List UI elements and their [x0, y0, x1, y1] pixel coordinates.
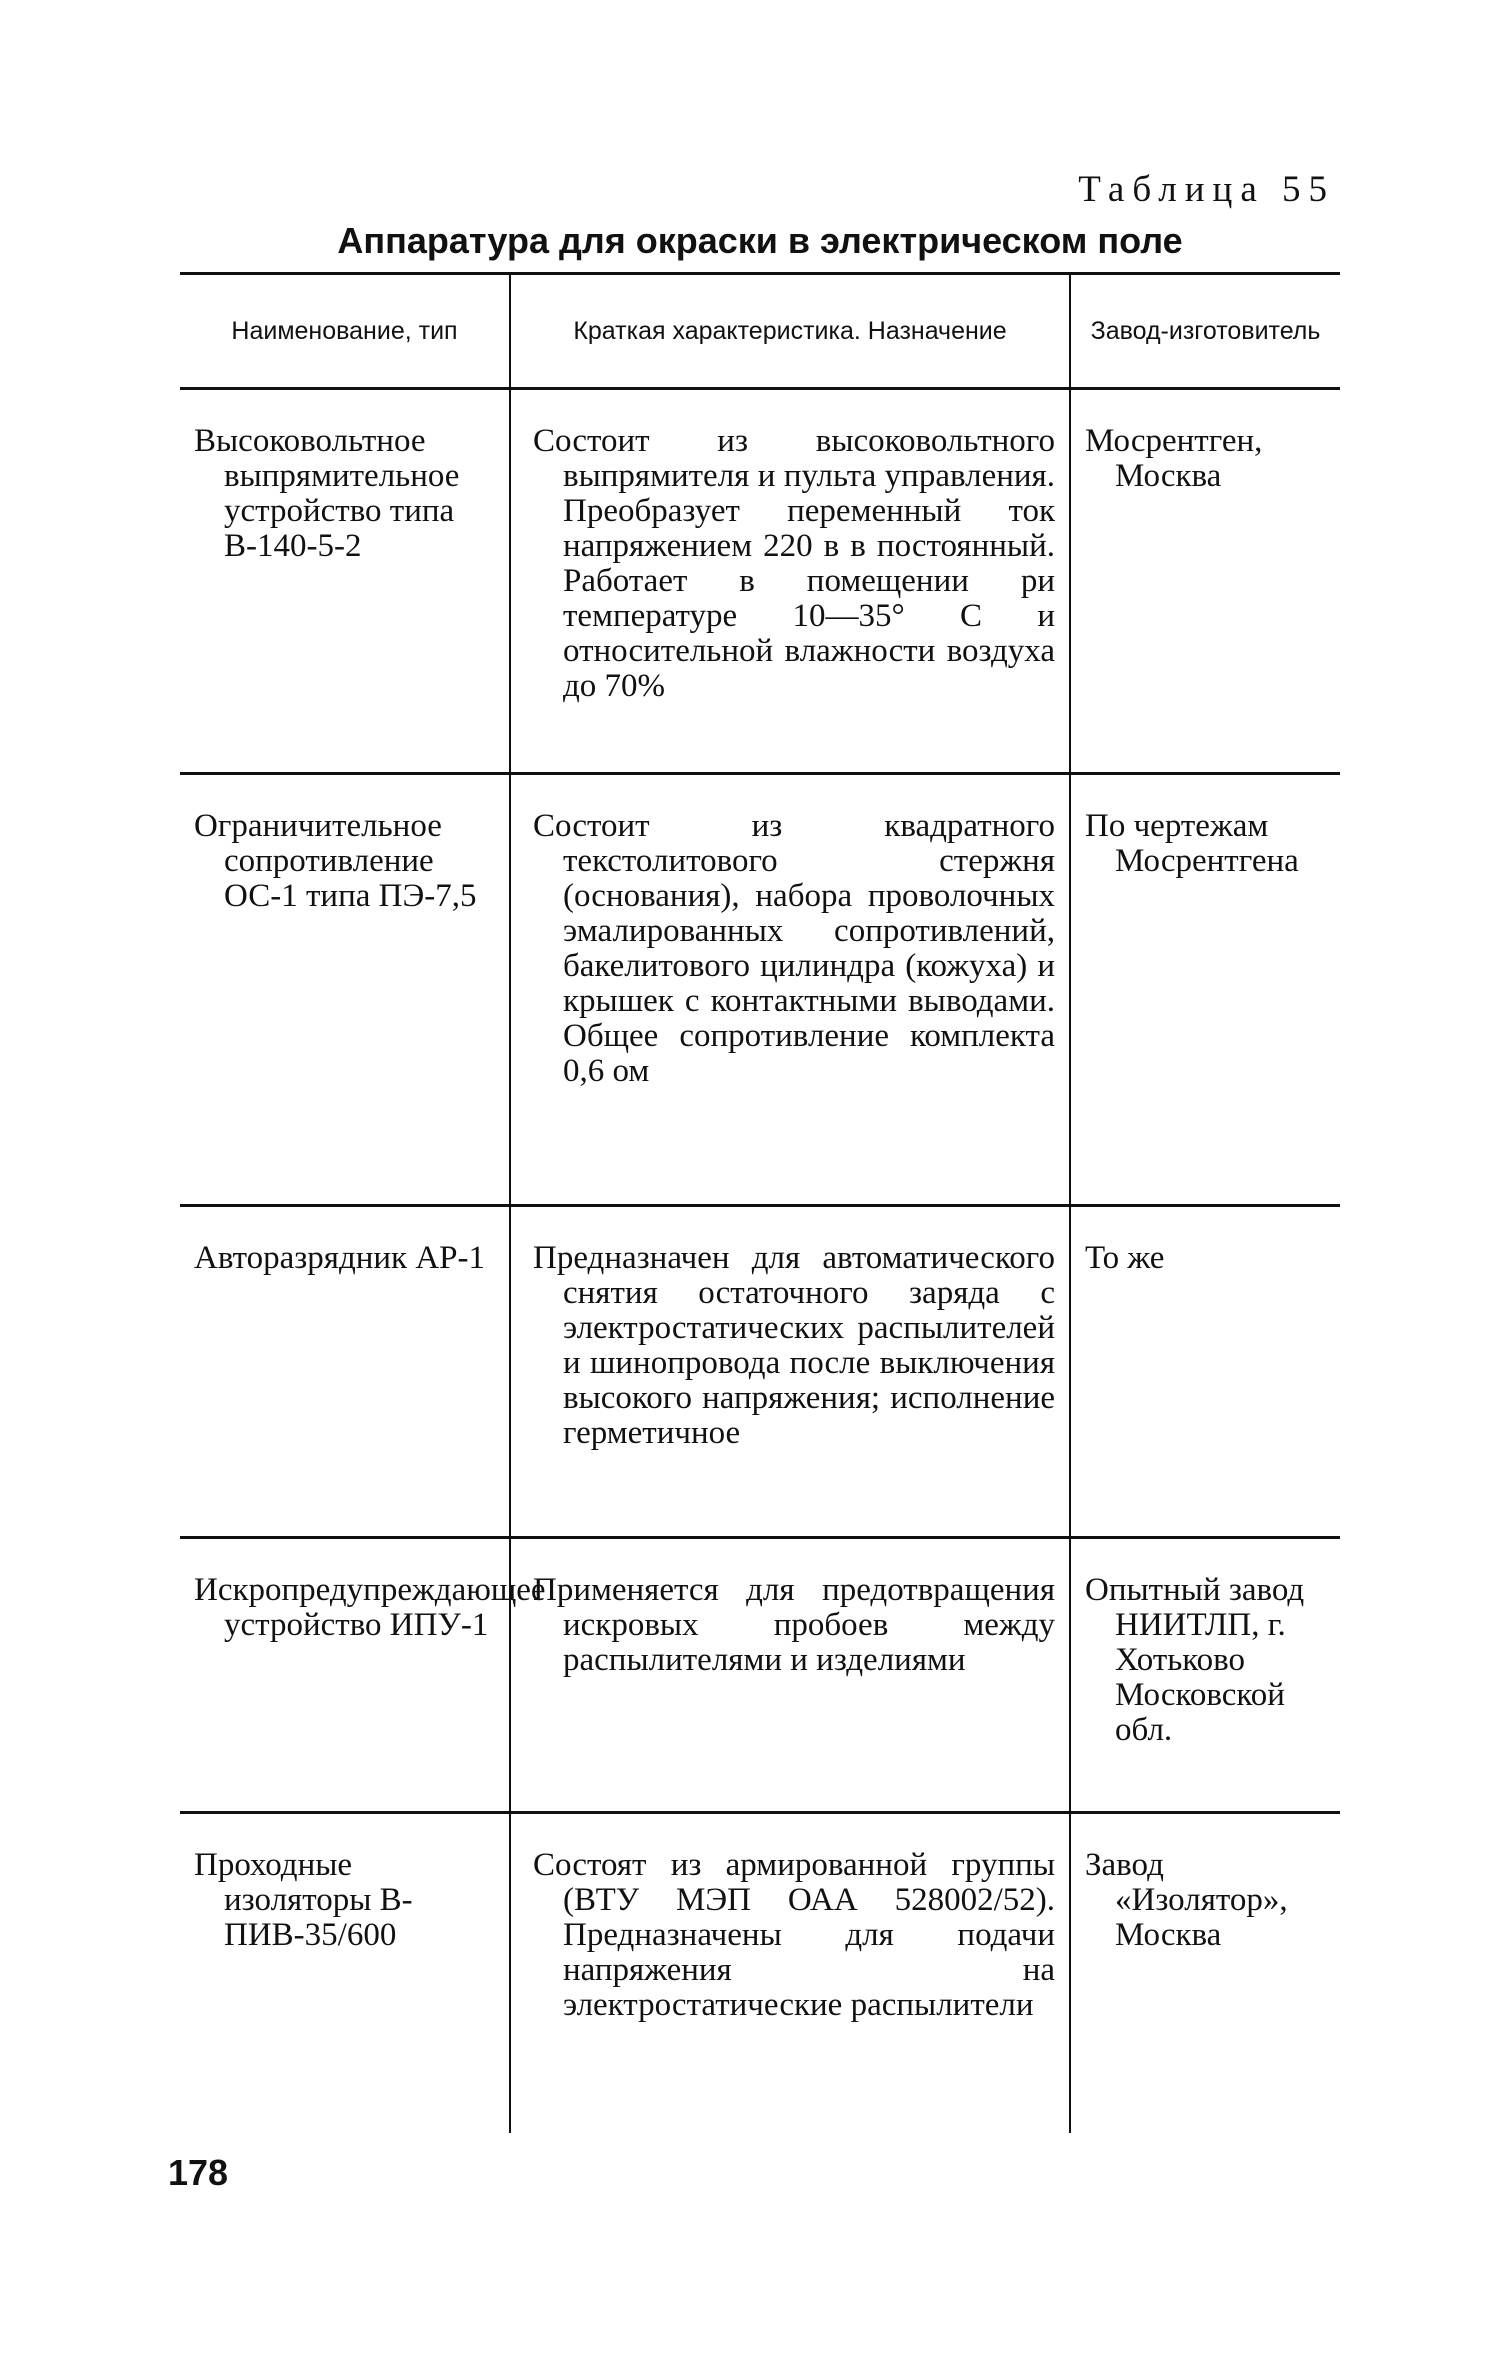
cell-name-text: Проходные изоляторы В-ПИВ-35/600 [194, 1847, 413, 1953]
cell-description [510, 389, 1070, 774]
table-row [180, 1813, 1340, 2133]
table-title: Аппаратура для окраски в электрическом поле [337, 220, 1183, 261]
table-row [180, 389, 1340, 774]
cell-description [510, 1813, 1070, 2133]
table-number: Таблица 55 [1078, 169, 1335, 210]
cell-name [180, 774, 510, 1206]
table-row [180, 1206, 1340, 1538]
cell-description-text: Состоит из высоковольтного выпрямителя и пульта управления. Преобразует переменный ток напряжением 220 в в постоянный. Работает в помещении ри температуре 10—35° С и относительной влажности воздуха до 70% [533, 423, 1055, 704]
page-number: 178 [168, 2152, 229, 2193]
equipment-table [180, 272, 1340, 2133]
table-row [180, 1538, 1340, 1813]
cell-maker-text: Мосрентген, Москва [1085, 423, 1263, 494]
cell-description-text: Применяется для предотвращения искровых пробоев между распылителями и изделиями [533, 1572, 1055, 1678]
cell-name [180, 1813, 510, 2133]
cell-maker-text: То же [1085, 1240, 1165, 1276]
cell-maker [1070, 1206, 1340, 1538]
cell-maker-text: Опытный завод НИИТЛП, г. Хотьково Московской обл. [1085, 1572, 1305, 1748]
cell-description [510, 1206, 1070, 1538]
cell-description-text: Состоят из армированной группы (ВТУ МЭП ОАА 528002/52). Предназначены для подачи напряжения на электростатические распылители [533, 1847, 1055, 2023]
cell-description [510, 774, 1070, 1206]
cell-description [510, 1538, 1070, 1813]
cell-name-text: Искропредупреждающее устройство ИПУ-1 [194, 1572, 546, 1643]
cell-maker-text: По чертежам Мосрентгена [1085, 808, 1299, 879]
cell-name [180, 1538, 546, 1813]
cell-name-text: Ограничительное сопротивление ОС-1 типа ПЭ-7,5 [194, 808, 477, 914]
cell-description-text: Состоит из квадратного текстолитового стержня (основания), набора проволочных эмалированных сопротивлений, бакелитового цилиндра (кожуха) и крышек с контактными выводами. Общее сопротивление комплекта 0,6 ом [533, 808, 1055, 1089]
cell-maker-text: Завод «Изолятор», Москва [1085, 1847, 1288, 1953]
table-row [180, 774, 1340, 1206]
cell-name [180, 1206, 510, 1538]
column-header-description: Краткая характеристика. Назначение [510, 274, 1070, 389]
column-header-maker: Завод-изготовитель [1070, 274, 1340, 389]
cell-maker [1070, 1538, 1340, 1813]
cell-name-text: Авторазрядник АР-1 [194, 1240, 486, 1276]
column-header-name: Наименование, тип [180, 274, 510, 389]
cell-maker [1070, 774, 1340, 1206]
cell-maker [1070, 389, 1340, 774]
cell-name [180, 389, 510, 774]
cell-name-text: Высоковольтное выпрямительное устройство типа В-140-5-2 [194, 423, 460, 564]
cell-maker [1070, 1813, 1340, 2133]
table-header-row [180, 274, 1340, 389]
cell-description-text: Предназначен для автоматического снятия остаточного заряда с электростатических распылителей и шинопровода после выключения высокого напряжения; исполнение герметичное [533, 1240, 1055, 1451]
